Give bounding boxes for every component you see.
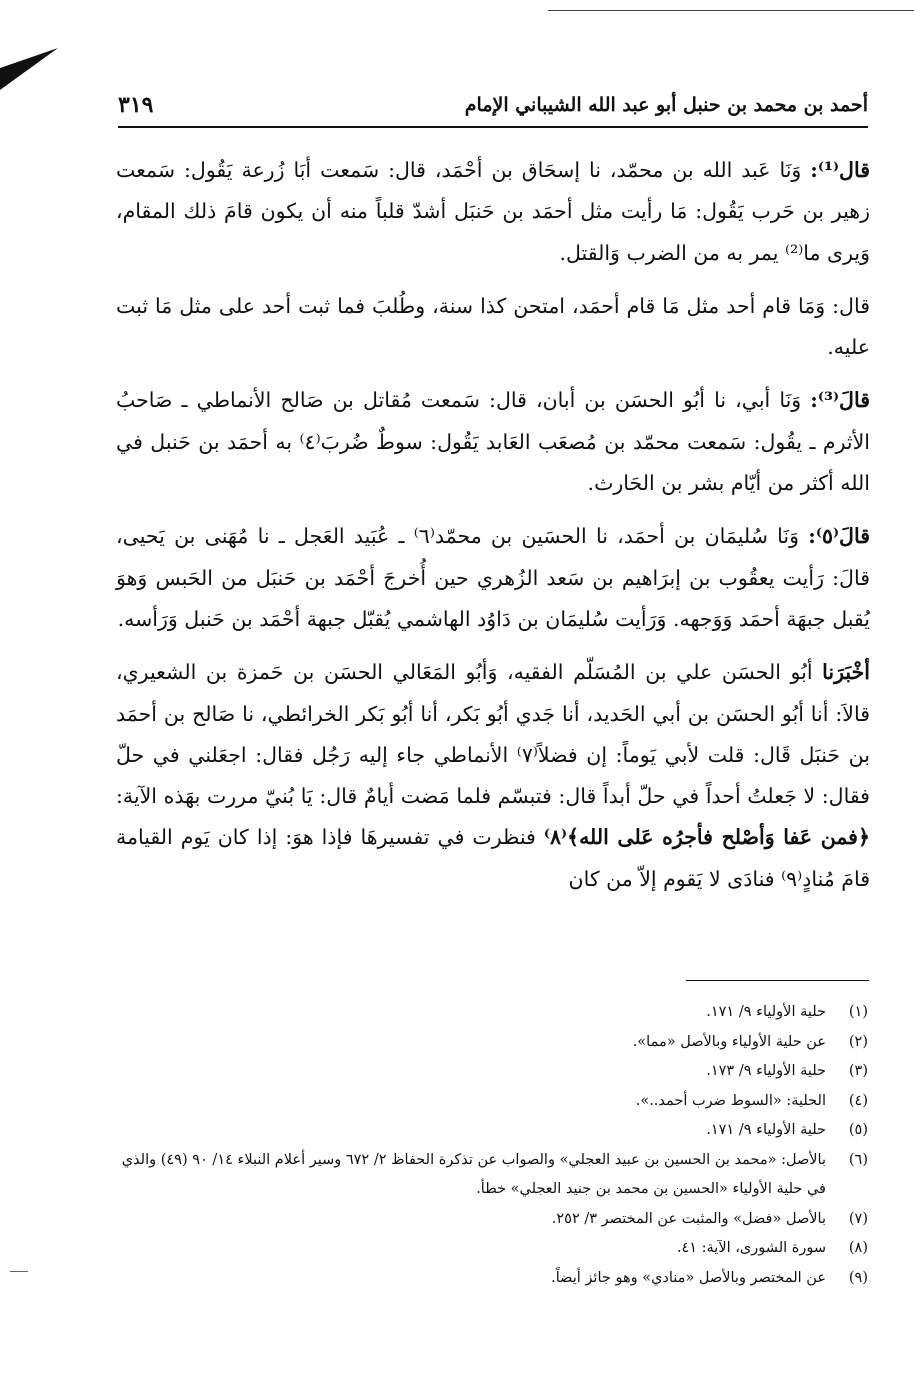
paragraph-text: وَنَا سُليمَان بن أحمَد، نا الحسَين بن محمّد⁽٦⁾ ـ عُبَيد العَجل ـ نا مُهَنى بن يَحيى، قالَ: رَأيت يعقُوب بن إبرَاهيم بن سَعد الزُهري حين أُخرجَ أحْمَد بن حَنبَل من الحَبس وَهوَ يُقبل جبهَة أحمَد وَوَجهه. وَرَأيت سُليمَان بن دَاوُد الهاشمي يُقبّل جبهة أحْمَد بن حَنبل وَرَأسه.	[116, 524, 870, 631]
footnote-text: عن حلية الأولياء وبالأصل «مما».	[632, 1033, 826, 1050]
footnote-number: (٧)	[848, 1210, 868, 1227]
footnote-number: (١)	[848, 1004, 868, 1020]
footnote-separator	[686, 980, 869, 981]
footnote	[100, 1087, 868, 1117]
paragraph-lead: قالَ⁽³⁾:	[810, 388, 870, 413]
margin-mark	[10, 1271, 28, 1272]
paragraph-lead: قالَ⁽٥⁾:	[808, 524, 870, 549]
footnote-number: (٢)	[848, 1033, 868, 1050]
footnote-text: عن المختصر وبالأصل «منادي» وهو جائز أيضاً.	[551, 1269, 826, 1286]
footnote	[100, 1116, 868, 1146]
paragraph-text: وَنَا عَبد الله بن محمّد، نا إسحَاق بن أحْمَد، قال: سَمعت أبَا زُرعة يَقُول: سَمعت زهير بن حَرب يَقُول: مَا رأيت مثل أحمَد بن حَنبَل أشدّ قلباً منه أن يكون قامَ ذلك المقام، وَيرى ما⁽²⁾ يمر به من الضرب وَالقتل.	[116, 158, 870, 265]
footnote-text: بالأصل «فضل» والمثبت عن المختصر ٣/ ٢٥٢.	[551, 1210, 826, 1227]
running-title: أحمد بن محمد بن حنبل أبو عبد الله الشيباني الإمام	[464, 94, 868, 116]
footnote-text: سورة الشورى، الآية: ٤١.	[676, 1240, 826, 1256]
paragraph	[116, 150, 870, 274]
page-number: ٣١٩	[118, 92, 154, 118]
footnote	[100, 1028, 868, 1058]
paragraph-lead: قال⁽¹⁾:	[810, 158, 870, 182]
paragraph	[116, 516, 870, 640]
paragraph-text: قال: وَمَا قام أحد مثل مَا قام أحمَد، امتحن كذا سنة، وطُلبَ فما ثبت أحد على مثل مَا ثبت عليه.	[116, 293, 870, 360]
footnote-text: حلية الأولياء ٩/ ١٧١.	[706, 1004, 826, 1020]
paragraph-lead: أخْبَرَنا	[822, 660, 870, 685]
footnote-text: حلية الأولياء ٩/ ١٧١.	[706, 1122, 826, 1138]
footnote	[100, 1234, 868, 1264]
footnotes	[100, 998, 868, 1293]
footnote-number: (٣)	[848, 1063, 868, 1079]
paragraph	[116, 380, 870, 504]
footnote	[100, 1057, 868, 1087]
footnote	[100, 1205, 868, 1235]
footnote-number: (٦)	[848, 1151, 868, 1168]
page-header	[118, 92, 868, 128]
footnote-text: الحلية: «السوط ضرب أحمد..».	[635, 1092, 826, 1109]
footnote-number: (٥)	[848, 1122, 868, 1138]
footnote	[100, 998, 868, 1028]
paragraph-text: وَنَا أبي، نا أبُو الحسَن بن أبان، قال: سَمعت مُقاتل بن صَالح الأنماطي ـ صَاحبُ الأثرم ـ يقُول: سَمعت محمّد بن مُصعَب العَابد يَقُول: سوطٌ ضُربَ⁽٤⁾ به أحمَد بن حَنبل في الله أكثر من أيّام بشر بن الحَارث.	[116, 388, 871, 496]
quran-verse: ﴿فمن عَفا وَأصْلح فأجرُه عَلى الله﴾⁽٨⁾	[543, 825, 870, 850]
footnote-number: (٩)	[848, 1269, 868, 1286]
paragraph	[116, 652, 870, 900]
main-text	[116, 150, 870, 900]
footnote-number: (٤)	[848, 1092, 868, 1109]
paragraph	[116, 286, 870, 369]
paragraph-text: أبُو الحسَن علي بن المُسَلّم الفقيه، وَأبُو المَعَالي الحسَن بن حَمزة بن الشعيري، قالاَ: أنا أبُو الحسَن بن أبي الحَديد، أنا جَدي أبُو بَكر، أنا أبُو بَكر الخرائطي، نا صَالح بن أحمَد بن حَنبَل قَال: قلت لأبي يَوماً: إن فضلاً⁽٧⁾ الأنماطي جاء إليه رَجُل فقال: اجعَلني في حلّ فقال: لا جَعلتُ أحداً في حلّ أبداً قال: فتبسّم فلما مَضت أيامٌ قال: يَا بُنيّ مررت بهَذه الآية:	[116, 660, 870, 809]
footnote	[100, 1146, 868, 1205]
footnote-number: (٨)	[848, 1240, 868, 1256]
footnote-text: بالأصل: «محمد بن الحسين بن عبيد العجلي» والصواب عن تذكرة الحفاظ ٢/ ٦٧٢ وسير أعلام النبلاء ١٤/ ٩٠ (٤٩) والذي في حلية الأولياء «الحسين بن محمد بن جنيد العجلي» خطأ.	[121, 1151, 826, 1197]
corner-triangle-mark	[0, 26, 60, 94]
top-edge-line	[548, 10, 914, 11]
footnote	[100, 1264, 868, 1294]
paragraph-text-tail: فنظرت في تفسيرهَا فإذا هوَ: إذا كان يَوم القيامة قامَ مُنادٍ⁽٩⁾ فنادَى لا يَقوم إلاّ من كان	[116, 825, 870, 891]
footnote-text: حلية الأولياء ٩/ ١٧٣.	[706, 1063, 826, 1079]
